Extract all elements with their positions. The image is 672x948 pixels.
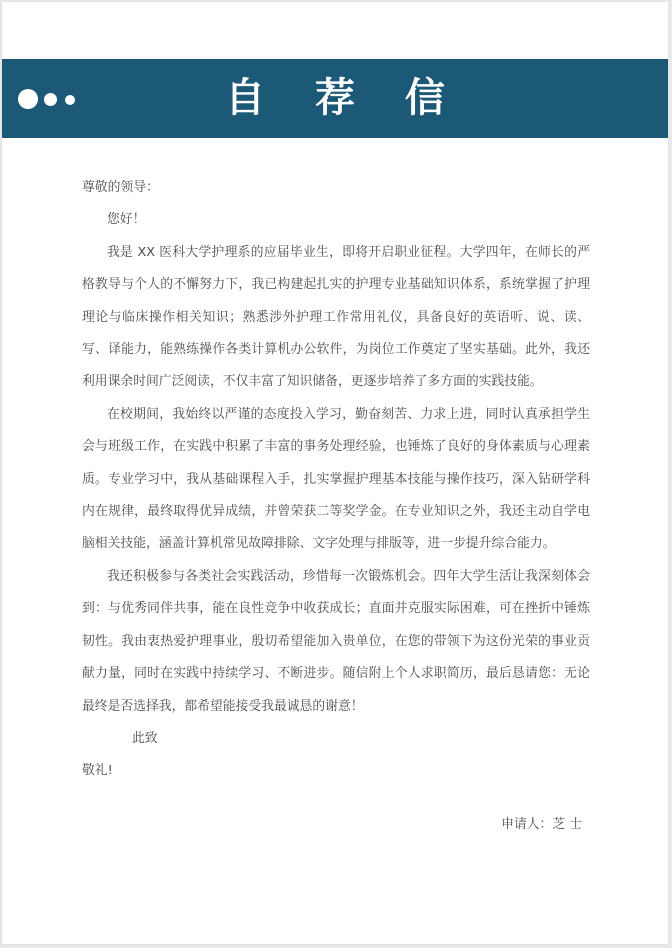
closing: 此致 — [132, 730, 158, 746]
signature: 申请人：芝 士 — [501, 817, 582, 832]
letter-page — [2, 2, 668, 944]
page-title: 自 荐 信 — [225, 75, 463, 121]
paragraph-intro: 我是 XX 医科大学护理系的应届毕业生，即将开启职业征程。大学四年，在师长的严格教导与个人的不懈努力下，我已构建起扎实的护理专业基础知识体系，系统掌握了护理理论与临床操作相关知识；熟悉涉外护理工作常用礼仪，具备良好的英语听、说、读、写、译能力，能熟练操作各类计算机办公软件，为岗位工作奠定了坚实基础。此外，我还利用课余时间广泛阅读，不仅丰富了知识储备，更逐步培养了多方面的实践技能。 — [82, 244, 590, 390]
greeting: 您好！ — [107, 212, 146, 228]
paragraph-school: 在校期间，我始终以严谨的态度投入学习，勤奋刻苦、力求上进，同时认真承担学生会与班级工作，在实践中积累了丰富的事务处理经验，也锤炼了良好的身体素质与心理素质。专业学习中，我从基础课程入手，扎实掌握护理基本技能与操作技巧，深入钻研学科内在规律，最终取得优异成绩，并曾荣获二等奖学金。在专业知识之外，我还主动自学电脑相关技能，涵盖计算机常见故障排除、文字处理与排版等，进一步提升综合能力。 — [82, 406, 590, 552]
title-banner — [2, 59, 668, 138]
salutation: 尊敬的领导： — [82, 180, 159, 195]
regards: 敬礼! — [82, 763, 113, 779]
paragraph-practice: 我还积极参与各类社会实践活动，珍惜每一次锻炼机会。四年大学生活让我深刻体会到：与优秀同伴共事，能在良性竞争中收获成长；直面并克服实际困难，可在挫折中锤炼韧性。我由衷热爱护理事业，殷切希望能加入贵单位，在您的带领下为这份光荣的事业贡献力量，同时在实践中持续学习、不断进步。随信附上个人求职简历，最后恳请您：无论最终是否选择我，都希望能接受我最诚恳的谢意！ — [82, 568, 590, 714]
letter-body — [82, 172, 590, 788]
